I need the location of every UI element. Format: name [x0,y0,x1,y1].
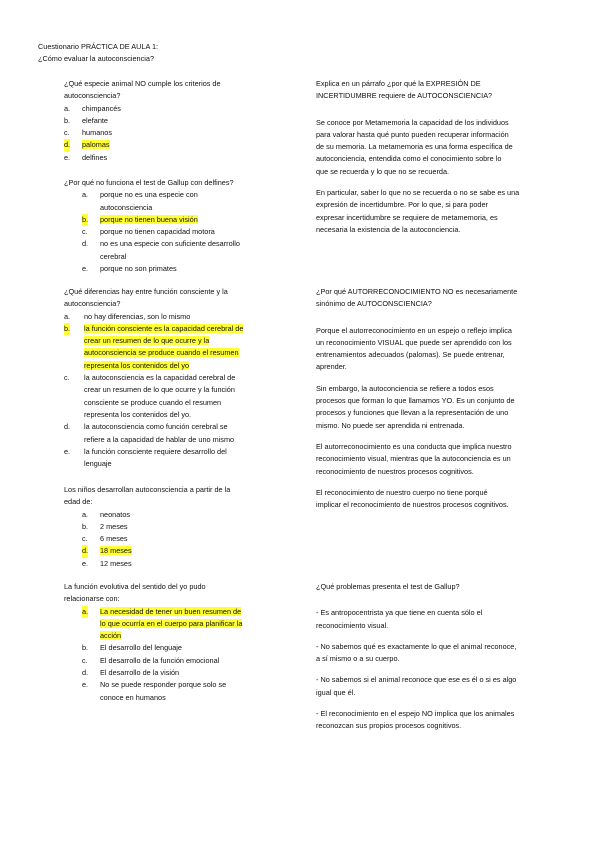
question-line: ¿Qué especie animal NO cumple los criterios de [64,79,221,88]
question-line: La función evolutiva del sentido del yo pudo [64,582,206,591]
answer-line: autoconciencia, entendida como el conocimiento sobre lo [316,154,502,164]
option-text [64,152,294,164]
answer-line: a sí mismo o a su cuerpo. [316,654,400,664]
document-subtitle: ¿Cómo evaluar la autoconsciencia? [38,54,155,64]
section-question [316,581,576,593]
option-text [82,667,294,679]
option-text-line: refiere a la capacidad de hablar de uno mismo [84,434,235,444]
answer-line: - El reconocimiento en el espejo NO implica que los animales [316,709,515,719]
question-line: ¿Por qué no funciona el test de Gallup con delfines? [64,178,234,187]
answer-option [64,311,294,323]
answer-line: necesaria la existencia de la autoconciencia. [316,224,461,234]
option-letter: b. [82,214,88,226]
option-text-line: porque no tienen capacidad motora [100,227,215,237]
answer-option [64,372,294,421]
section-question [316,78,576,103]
option-text-line: la función consciente es la capacidad cerebral de [84,323,244,333]
answer-line: reconocimiento de nuestros procesos cognitivos. [316,466,474,476]
answer-option [82,189,294,214]
answer-line: procesos y funciones que llevan a la representación de uno [316,408,509,418]
answer-line: reconozcan sus propios procesos cognitivos. [316,721,462,731]
answer-line: - Es antropocentrista ya que tiene en cuenta sólo el [316,608,483,618]
option-text [82,238,294,263]
section-incertidumbre [316,78,576,245]
option-text [64,323,294,372]
section-autorreconocimiento [316,286,576,520]
answer-option [82,238,294,263]
answer-line: - No sabemos qué es exactamente lo que el animal reconoce, [316,641,517,651]
option-text-line: El desarrollo de la función emocional [100,655,220,665]
option-text-line: 6 meses [100,534,128,544]
option-letter: a. [64,103,71,113]
question-text [64,581,294,606]
option-letter: b. [64,323,70,335]
answer-option [82,558,294,570]
option-letter: c. [64,128,70,138]
option-text [64,115,294,127]
option-text [82,521,294,533]
option-letter: c. [64,373,70,383]
option-text-line: delfines [82,152,108,162]
answer-option [82,509,294,521]
section-question [316,286,576,311]
option-text-line: crear un resumen de lo que ocurre y la función [84,385,235,395]
section-question-line: ¿Qué problemas presenta el test de Gallup? [316,582,460,591]
answer-option [82,521,294,533]
option-text-line: cerebral [100,251,127,261]
answer-option [64,152,294,164]
option-text-line: neonatos [100,509,131,519]
option-letter: a. [64,311,71,321]
option-text-line: acción [100,631,122,641]
option-text [64,446,294,471]
section-question-line: Explica en un párrafo ¿por qué la EXPRESIÓN DE [316,79,481,88]
option-text-line: 12 meses [100,558,132,568]
answer-line: para valorar hasta qué punto pueden recuperar información [316,129,509,139]
option-text [64,103,294,115]
answer-option-correct [82,214,294,226]
question-text [64,177,294,189]
answer-line: reconocimiento visual, mientras que la autoconciencia es un [316,454,511,464]
answer-line: Se conoce por Metamemoria la capacidad de los individuos [316,117,509,127]
option-text-line: la función consciente requiere desarrollo del [84,446,227,456]
answer-line: mismo. No puede ser aprendida ni entrenada. [316,420,465,430]
option-letter: e. [64,152,71,162]
option-text-line: crear un resumen de lo que ocurre y la [84,336,210,346]
option-text-line: conoce en humanos [100,692,166,702]
option-text-line: autoconsciencia se produce cuando el resumen [84,348,239,358]
option-text [82,606,294,643]
question-line: relacionarse con: [64,594,120,604]
option-letter: d. [82,545,88,557]
answer-line: expresión de incertidumbre. Por lo que, si para poder [316,200,488,210]
answer-line: aprender. [316,362,347,372]
option-text-line: La necesidad de tener un buen resumen de [100,606,242,616]
answer-paragraph [316,325,576,374]
question-text [64,484,294,509]
option-text-line: porque no son primates [100,264,177,274]
question-text [64,78,294,103]
option-text [82,655,294,667]
option-letter: a. [82,509,89,519]
answer-option [82,642,294,654]
answer-paragraph [316,117,576,178]
answer-line: En particular, saber lo que no se recuerda o no se sabe es una [316,188,520,198]
question-5 [64,581,294,704]
answer-line: reconocimiento visual. [316,620,389,630]
answer-paragraph [316,487,576,512]
option-text-line: autoconsciencia [100,202,153,212]
answer-paragraph [316,674,576,699]
answer-option [82,679,294,704]
option-text [82,545,294,557]
answer-option [82,667,294,679]
answer-option [82,263,294,275]
question-line: autoconsciencia? [64,91,121,101]
answer-option [82,655,294,667]
option-text [82,509,294,521]
option-text-line: lenguaje [84,459,112,469]
answer-line: implicar el reconocimiento de nuestros procesos cognitivos. [316,500,509,510]
answer-line: expresar incertidumbre se requiere de metamemoria, es [316,212,498,222]
question-1 [64,78,294,164]
question-3 [64,286,294,470]
answer-option [64,103,294,115]
answer-paragraph [316,641,576,666]
option-letter: e. [82,680,89,690]
answer-line: entrenamientos adecuados (palomas). Se puede entrenar, [316,350,505,360]
option-text [82,558,294,570]
answer-line: procesos que forman lo que llamamos YO. Es un conjunto de [316,396,515,406]
option-letter: a. [82,190,89,200]
option-text [64,421,294,446]
option-letter: c. [82,227,88,237]
question-line: ¿Qué diferencias hay entre función consciente y la [64,287,228,296]
question-2 [64,177,294,275]
option-letter: b. [82,521,89,531]
option-text [82,214,294,226]
document-title: Cuestionario PRÁCTICA DE AULA 1: [38,42,159,51]
option-text-line: representa los contenidos del yo. [84,409,192,419]
section-question-line: ¿Por qué AUTORRECONOCIMIENTO NO es necesariamente [316,287,518,296]
answer-paragraph [316,383,576,432]
answer-option-correct [64,323,294,372]
answer-option-correct [64,139,294,151]
question-line: edad de: [64,497,93,507]
option-text [82,189,294,214]
option-text-line: 18 meses [100,546,132,556]
option-text-line: la autoconsciencia es la capacidad cerebral de [84,373,236,383]
option-letter: d. [82,668,89,678]
answer-option-correct [82,606,294,643]
option-letter: b. [64,115,71,125]
option-letter: b. [82,643,89,653]
question-line: Los niños desarrollan autoconsciencia a partir de la [64,485,231,494]
answer-option [64,421,294,446]
section-question-line: sinónimo de AUTOCONSCIENCIA? [316,299,432,309]
option-text [64,127,294,139]
answer-paragraph [316,441,576,478]
option-text-line: humanos [82,128,113,138]
option-text [82,642,294,654]
question-line: autoconsciencia? [64,299,121,309]
answer-option-correct [82,545,294,557]
option-letter: e. [82,264,89,274]
answer-option [64,446,294,471]
answer-line: El autorreconocimiento es una conducta que implica nuestro [316,441,512,451]
answer-paragraph [316,607,576,632]
option-letter: c. [82,534,88,544]
option-text-line: No se puede responder porque solo se [100,680,227,690]
option-text-line: no es una especie con suficiente desarrollo [100,239,240,249]
answer-option [82,533,294,545]
option-text-line: palomas [82,140,110,150]
option-letter: e. [82,558,89,568]
section-question-line: INCERTIDUMBRE requiere de AUTOCONSCIENCIA? [316,91,493,101]
option-text [82,533,294,545]
option-text-line: El desarrollo de la visión [100,668,180,678]
answer-line: - No sabemos si el animal reconoce que ese es él o si es algo [316,675,517,685]
option-text [64,372,294,421]
answer-line: igual que él. [316,687,356,697]
option-letter: d. [64,422,71,432]
option-text-line: la autoconsciencia como función cerebral se [84,422,228,432]
answer-paragraph [316,187,576,236]
option-text-line: El desarrollo del lenguaje [100,643,182,653]
option-text-line: elefante [82,115,108,125]
option-text-line: chimpancés [82,103,121,113]
option-text [82,679,294,704]
option-letter: e. [64,446,71,456]
document-header [38,41,158,66]
section-test-gallup [316,581,576,742]
option-letter: a. [82,606,88,618]
option-letter: d. [64,139,70,151]
option-letter: c. [82,655,88,665]
answer-line: de su memoria. La metamemoria es una forma específica de [316,142,513,152]
answer-paragraph [316,708,576,733]
answer-line: Sin embargo, la autoconciencia se refiere a todos esos [316,383,494,393]
answer-line: El reconocimiento de nuestro cuerpo no tiene porqué [316,487,488,497]
answer-line: Porque el autorreconocimiento en un espejo o reflejo implica [316,325,512,335]
option-text [82,226,294,238]
option-letter: d. [82,239,89,249]
option-text [82,263,294,275]
question-4 [64,484,294,570]
option-text [64,311,294,323]
option-text-line: no hay diferencias, son lo mismo [84,311,191,321]
answer-line: que se recuerda y lo que no se recuerda. [316,166,450,176]
option-text-line: consciente se produce cuando el resumen [84,397,222,407]
option-text-line: porque no tienen buena visión [100,214,198,224]
answer-option [64,127,294,139]
option-text-line: porque no es una especie con [100,190,198,200]
answer-option [64,115,294,127]
option-text-line: 2 meses [100,521,128,531]
option-text-line: lo que ocurría en el cuerpo para planificar la [100,618,243,628]
answer-option [82,226,294,238]
option-text [64,139,294,151]
answer-line: un reconocimiento VISUAL que puede ser aprendido con los [316,337,512,347]
question-text [64,286,294,311]
option-text-line: representa los contenidos del yo [84,360,190,370]
